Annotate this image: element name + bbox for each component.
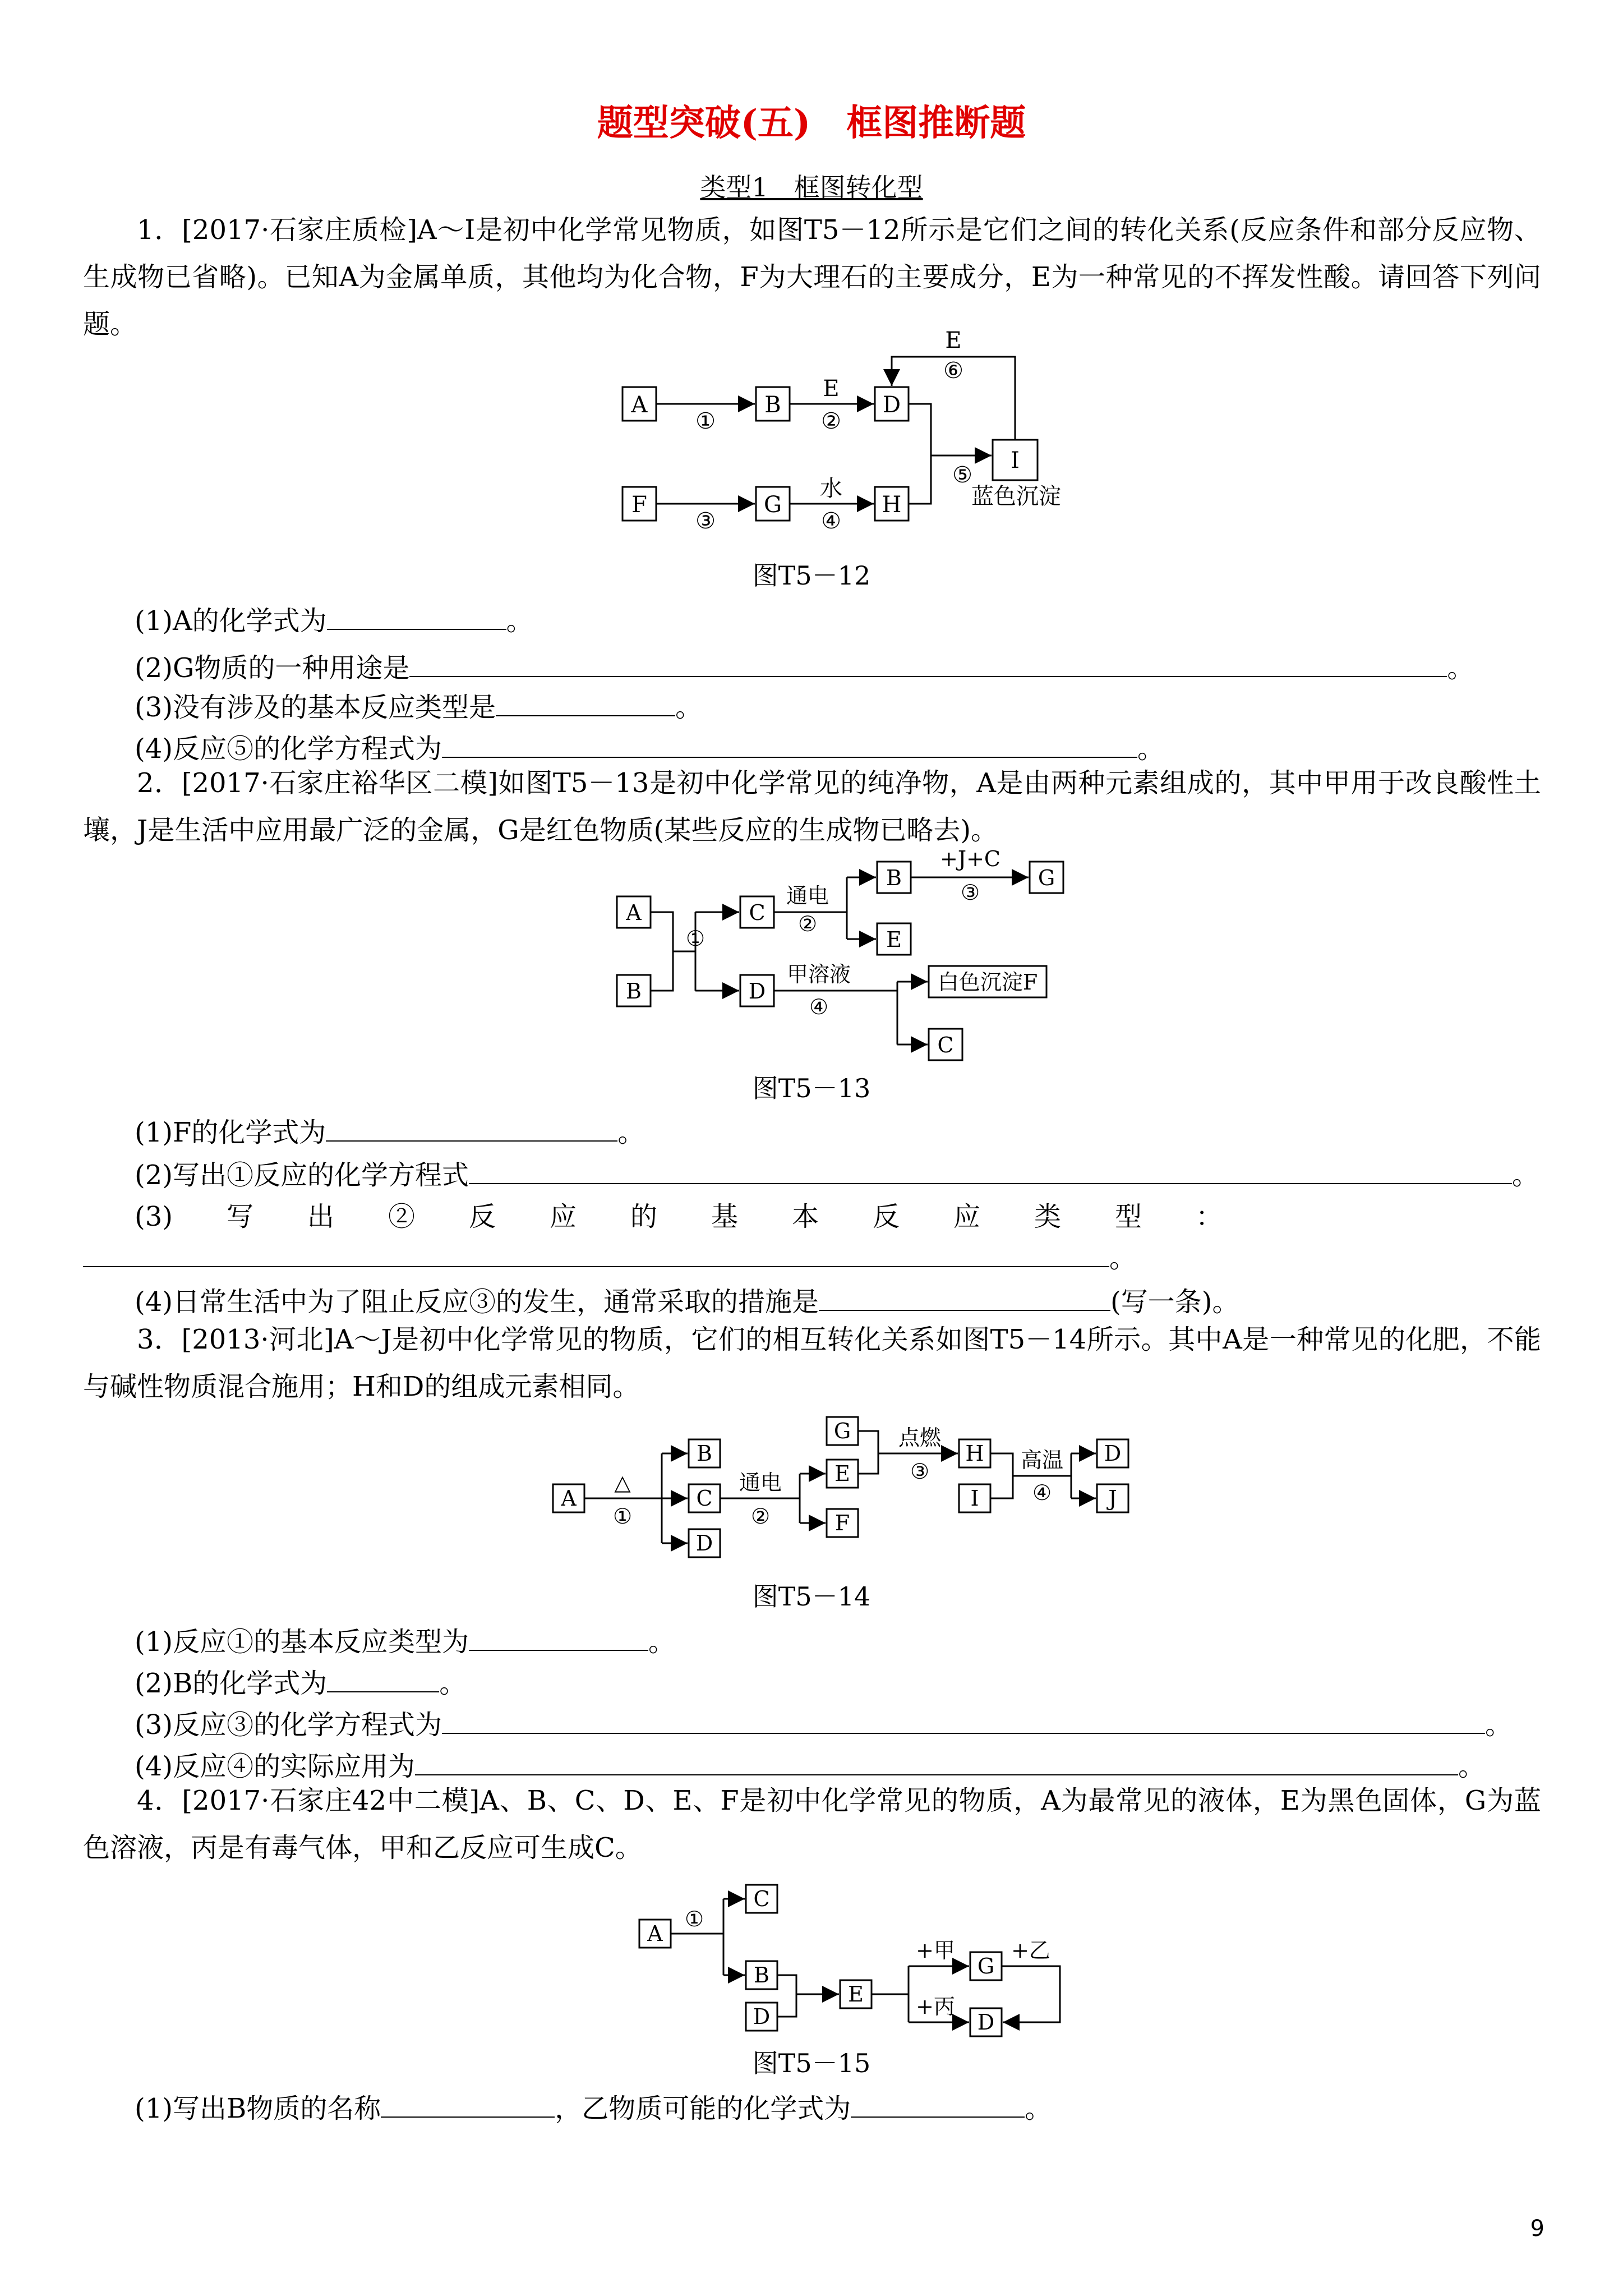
label-r4: ④ <box>821 508 841 534</box>
svg-text:C: C <box>696 1486 713 1511</box>
q2-sub1: (1)F的化学式为 。 <box>135 1117 645 1148</box>
svg-text:G: G <box>1038 866 1055 890</box>
svg-text:点燃: 点燃 <box>898 1425 942 1450</box>
caption-t5-13: 图T5－13 <box>752 1073 871 1103</box>
svg-text:G: G <box>833 1419 851 1443</box>
q1-sub1: (1)A的化学式为 。 <box>135 605 533 637</box>
q3-sub2: (2)B的化学式为 。 <box>135 1668 467 1699</box>
label-d: D <box>882 392 901 418</box>
q1-sub4: (4)反应⑤的化学方程式为 。 <box>135 733 1165 765</box>
q2-sub4: (4)日常生活中为了阻止反应③的发生，通常采取的措施是 (写一条)。 <box>135 1286 1239 1318</box>
figure-t5-12 <box>611 331 1105 555</box>
svg-text:A: A <box>647 1921 663 1946</box>
svg-text:+丙: +丙 <box>916 1994 955 2019</box>
svg-text:C: C <box>749 900 766 925</box>
svg-text:A: A <box>626 900 642 925</box>
svg-text:D: D <box>748 979 766 1004</box>
q2-sub3-blank: 。 <box>83 1236 1136 1275</box>
svg-text:D: D <box>695 1531 713 1556</box>
q1-sub2: (2)G物质的一种用途是 。 <box>135 652 1474 684</box>
q1-intro: 1．[2017·石家庄质检]A～I是初中化学常见物质，如图T5－12所示是它们之间的转化关系(反应条件和部分反应物、生成物已省略)。已知A为金属单质，其他均为化合物，F为大理石的主要成分，E为一种常见的不挥发性酸。请回答下列问题。 <box>83 214 1541 340</box>
svg-text:通电: 通电 <box>786 884 829 908</box>
q3-intro: 3．[2013·河北]A～J是初中化学常见的物质，它们的相互转化关系如图T5－14所示。其中A是一种常见的化肥，不能与碱性物质混合施用；H和D的组成元素相同。 <box>83 1324 1541 1402</box>
svg-text:A: A <box>561 1486 577 1511</box>
svg-text:I: I <box>970 1486 979 1511</box>
label-h: H <box>882 492 902 518</box>
svg-text:④: ④ <box>1032 1480 1052 1505</box>
svg-text:②: ② <box>750 1504 771 1529</box>
svg-text:B: B <box>697 1441 712 1466</box>
label-a: A <box>631 392 648 418</box>
label-e-arrow: E <box>823 376 840 402</box>
svg-text:D: D <box>753 2004 771 2029</box>
label-blue-ppt: 蓝色沉淀 <box>971 484 1061 509</box>
figure-t5-15 <box>628 1874 1077 2042</box>
svg-text:E: E <box>834 1461 850 1486</box>
svg-text:D: D <box>977 2010 995 2035</box>
q4-intro: 4．[2017·石家庄42中二模]A、B、C、D、E、F是初中化学常见的物质，A为最常见的液体，E为黑色固体，G为蓝色溶液，丙是有毒气体，甲和乙反应可生成C。 <box>83 1785 1541 1864</box>
svg-text:+乙: +乙 <box>1011 1938 1050 1963</box>
q2-sub3: (3) 写 出 ② 反 应 的 基 本 反 应 类 型 ： <box>135 1201 1223 1232</box>
svg-text:+甲: +甲 <box>916 1938 955 1963</box>
svg-text:J: J <box>1108 1486 1117 1511</box>
label-r5: ⑤ <box>952 462 972 488</box>
label-b: B <box>764 392 781 418</box>
svg-text:④: ④ <box>809 995 829 1019</box>
svg-text:△: △ <box>614 1470 631 1495</box>
label-e-top: E <box>945 331 962 353</box>
q3-sub4: (4)反应④的实际应用为 。 <box>135 1751 1486 1782</box>
svg-text:B: B <box>626 979 642 1004</box>
svg-text:+J+C: +J+C <box>940 846 1000 871</box>
svg-text:②: ② <box>797 912 818 936</box>
label-r2: ② <box>821 408 841 434</box>
svg-text:G: G <box>977 1954 995 1978</box>
page-title: 题型突破(五) 框图推断题 <box>597 102 1026 144</box>
svg-text:白色沉淀F: 白色沉淀F <box>937 970 1038 995</box>
figure-t5-13 <box>611 841 1105 1066</box>
label-g: G <box>764 492 782 518</box>
svg-text:C: C <box>937 1033 954 1057</box>
caption-t5-14: 图T5－14 <box>752 1581 871 1612</box>
svg-text:③: ③ <box>960 880 980 905</box>
svg-text:①: ① <box>684 1907 704 1931</box>
q1-sub3: (3)没有涉及的基本反应类型是 。 <box>135 692 703 723</box>
section-subtitle: 类型1 框图转化型 <box>700 172 923 203</box>
q2-sub2: (2)写出①反应的化学方程式 。 <box>135 1159 1539 1191</box>
page-number: 9 <box>1530 2216 1544 2242</box>
label-r1: ① <box>695 408 716 434</box>
label-f: F <box>631 492 647 518</box>
label-water: 水 <box>820 476 842 501</box>
svg-text:B: B <box>886 866 902 890</box>
q4-sub1: (1)写出B物质的名称 ，乙物质可能的化学式为 。 <box>135 2093 1052 2124</box>
caption-t5-12: 图T5－12 <box>752 560 871 591</box>
svg-text:E: E <box>886 927 902 952</box>
q3-sub3: (3)反应③的化学方程式为 。 <box>135 1709 1513 1741</box>
label-r6: ⑥ <box>943 358 963 384</box>
label-i: I <box>1011 448 1020 473</box>
svg-text:通电: 通电 <box>739 1470 782 1495</box>
svg-text:③: ③ <box>910 1459 930 1484</box>
q2-intro: 2．[2017·石家庄裕华区二模]如图T5－13是初中化学常见的纯净物，A是由两种元素组成的，其中甲用于改良酸性土壤，J是生活中应用最广泛的金属，G是红色物质(某些反应的生成物已略去)。 <box>83 767 1541 846</box>
label-r3: ③ <box>695 508 716 534</box>
q3-sub1: (1)反应①的基本反应类型为 。 <box>135 1626 676 1658</box>
svg-text:①: ① <box>685 926 706 951</box>
figure-t5-14 <box>550 1406 1166 1574</box>
svg-text:高温: 高温 <box>1020 1448 1064 1473</box>
caption-t5-15: 图T5－15 <box>752 2048 871 2078</box>
svg-text:C: C <box>753 1887 770 1911</box>
svg-text:H: H <box>965 1441 984 1466</box>
svg-text:B: B <box>754 1963 769 1987</box>
svg-text:F: F <box>834 1511 850 1535</box>
svg-text:①: ① <box>612 1504 633 1529</box>
svg-text:甲溶液: 甲溶液 <box>786 962 851 987</box>
svg-text:D: D <box>1104 1441 1122 1466</box>
svg-text:E: E <box>848 1982 864 2007</box>
